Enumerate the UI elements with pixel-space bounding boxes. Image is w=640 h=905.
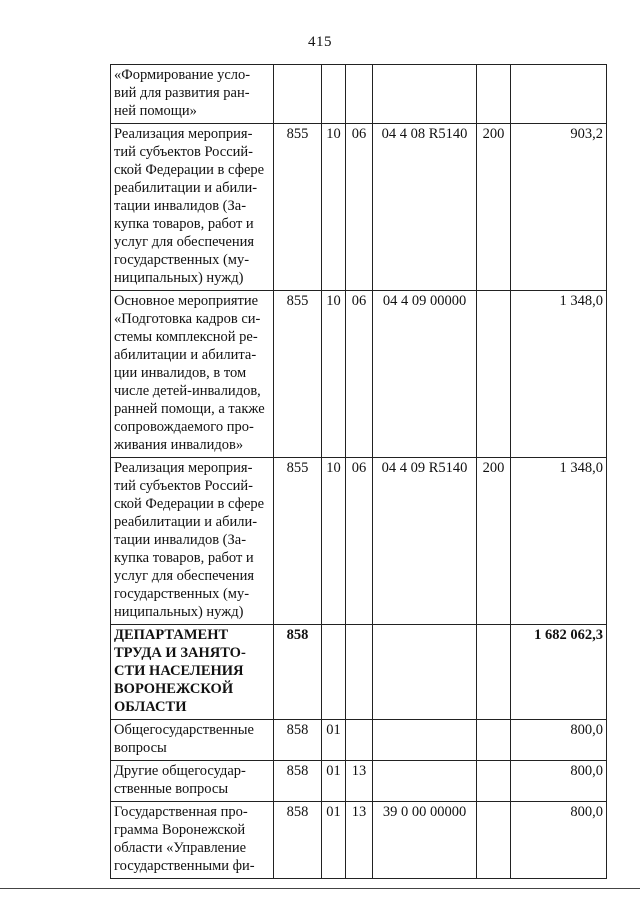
table-row	[111, 802, 607, 879]
subsection-cell	[346, 720, 373, 761]
subsection-cell: 06	[346, 291, 373, 458]
target-article-cell: 39 0 00 00000	[373, 802, 477, 879]
section-cell: 10	[322, 124, 346, 291]
expense-type-cell: 200	[477, 458, 511, 625]
table-row	[111, 720, 607, 761]
budget-table-body	[111, 65, 607, 879]
section-cell: 01	[322, 761, 346, 802]
table-row	[111, 124, 607, 291]
target-article-cell: 04 4 09 R5140	[373, 458, 477, 625]
expense-type-cell	[477, 625, 511, 720]
dept-code-cell: 858	[274, 802, 322, 879]
page-bottom-divider	[0, 888, 640, 889]
sum-cell: 1 348,0	[511, 291, 607, 458]
sum-cell: 800,0	[511, 802, 607, 879]
section-cell: 10	[322, 458, 346, 625]
expense-type-cell	[477, 802, 511, 879]
expense-type-cell: 200	[477, 124, 511, 291]
table-row	[111, 625, 607, 720]
item-name-cell: «Формирование усло- вий для развития ран- ней помощи»	[111, 65, 274, 124]
expense-type-cell	[477, 65, 511, 124]
item-name-cell: Реализация мероприя- тий субъектов Россий- ской Федерации в сфере реабилитации и абили- тации инвалидов (За- купка товаров, работ и услуг для обеспечения государственных (му- ниципальных) нужд)	[111, 124, 274, 291]
expense-type-cell	[477, 291, 511, 458]
table-row	[111, 761, 607, 802]
dept-code-cell: 855	[274, 291, 322, 458]
sum-cell: 800,0	[511, 761, 607, 802]
expense-type-cell	[477, 720, 511, 761]
dept-code-cell: 858	[274, 720, 322, 761]
table-row	[111, 65, 607, 124]
target-article-cell: 04 4 08 R5140	[373, 124, 477, 291]
item-name-cell: Основное мероприятие «Подготовка кадров си- стемы комплексной ре- абилитации и абилита- ции инвалидов, в том числе детей-инвалидов, ранней помощи, а также сопровождаемого про- живания инвалидов»	[111, 291, 274, 458]
section-cell: 01	[322, 802, 346, 879]
dept-code-cell: 855	[274, 458, 322, 625]
item-name-cell: Государственная про- грамма Воронежской области «Управление государственными фи-	[111, 802, 274, 879]
section-cell: 10	[322, 291, 346, 458]
section-cell: 01	[322, 720, 346, 761]
table-row	[111, 458, 607, 625]
item-name-cell: Общегосударственные вопросы	[111, 720, 274, 761]
item-name-cell: Реализация мероприя- тий субъектов Россий- ской Федерации в сфере реабилитации и абили- тации инвалидов (За- купка товаров, работ и услуг для обеспечения государственных (му- ниципальных) нужд)	[111, 458, 274, 625]
item-name-cell: Другие общегосудар- ственные вопросы	[111, 761, 274, 802]
table-row	[111, 291, 607, 458]
target-article-cell	[373, 625, 477, 720]
section-cell	[322, 625, 346, 720]
subsection-cell: 06	[346, 458, 373, 625]
subsection-cell: 06	[346, 124, 373, 291]
item-name-cell: ДЕПАРТАМЕНТ ТРУДА И ЗАНЯТО- СТИ НАСЕЛЕНИЯ ВОРОНЕЖСКОЙ ОБЛАСТИ	[111, 625, 274, 720]
dept-code-cell: 858	[274, 761, 322, 802]
sum-cell	[511, 65, 607, 124]
target-article-cell	[373, 65, 477, 124]
target-article-cell	[373, 761, 477, 802]
dept-code-cell: 855	[274, 124, 322, 291]
target-article-cell	[373, 720, 477, 761]
page-number: 415	[308, 34, 332, 50]
subsection-cell: 13	[346, 802, 373, 879]
target-article-cell: 04 4 09 00000	[373, 291, 477, 458]
subsection-cell	[346, 65, 373, 124]
subsection-cell: 13	[346, 761, 373, 802]
budget-table	[110, 64, 607, 879]
dept-code-cell: 858	[274, 625, 322, 720]
sum-cell: 903,2	[511, 124, 607, 291]
expense-type-cell	[477, 761, 511, 802]
section-cell	[322, 65, 346, 124]
sum-cell: 1 682 062,3	[511, 625, 607, 720]
dept-code-cell	[274, 65, 322, 124]
sum-cell: 800,0	[511, 720, 607, 761]
sum-cell: 1 348,0	[511, 458, 607, 625]
subsection-cell	[346, 625, 373, 720]
